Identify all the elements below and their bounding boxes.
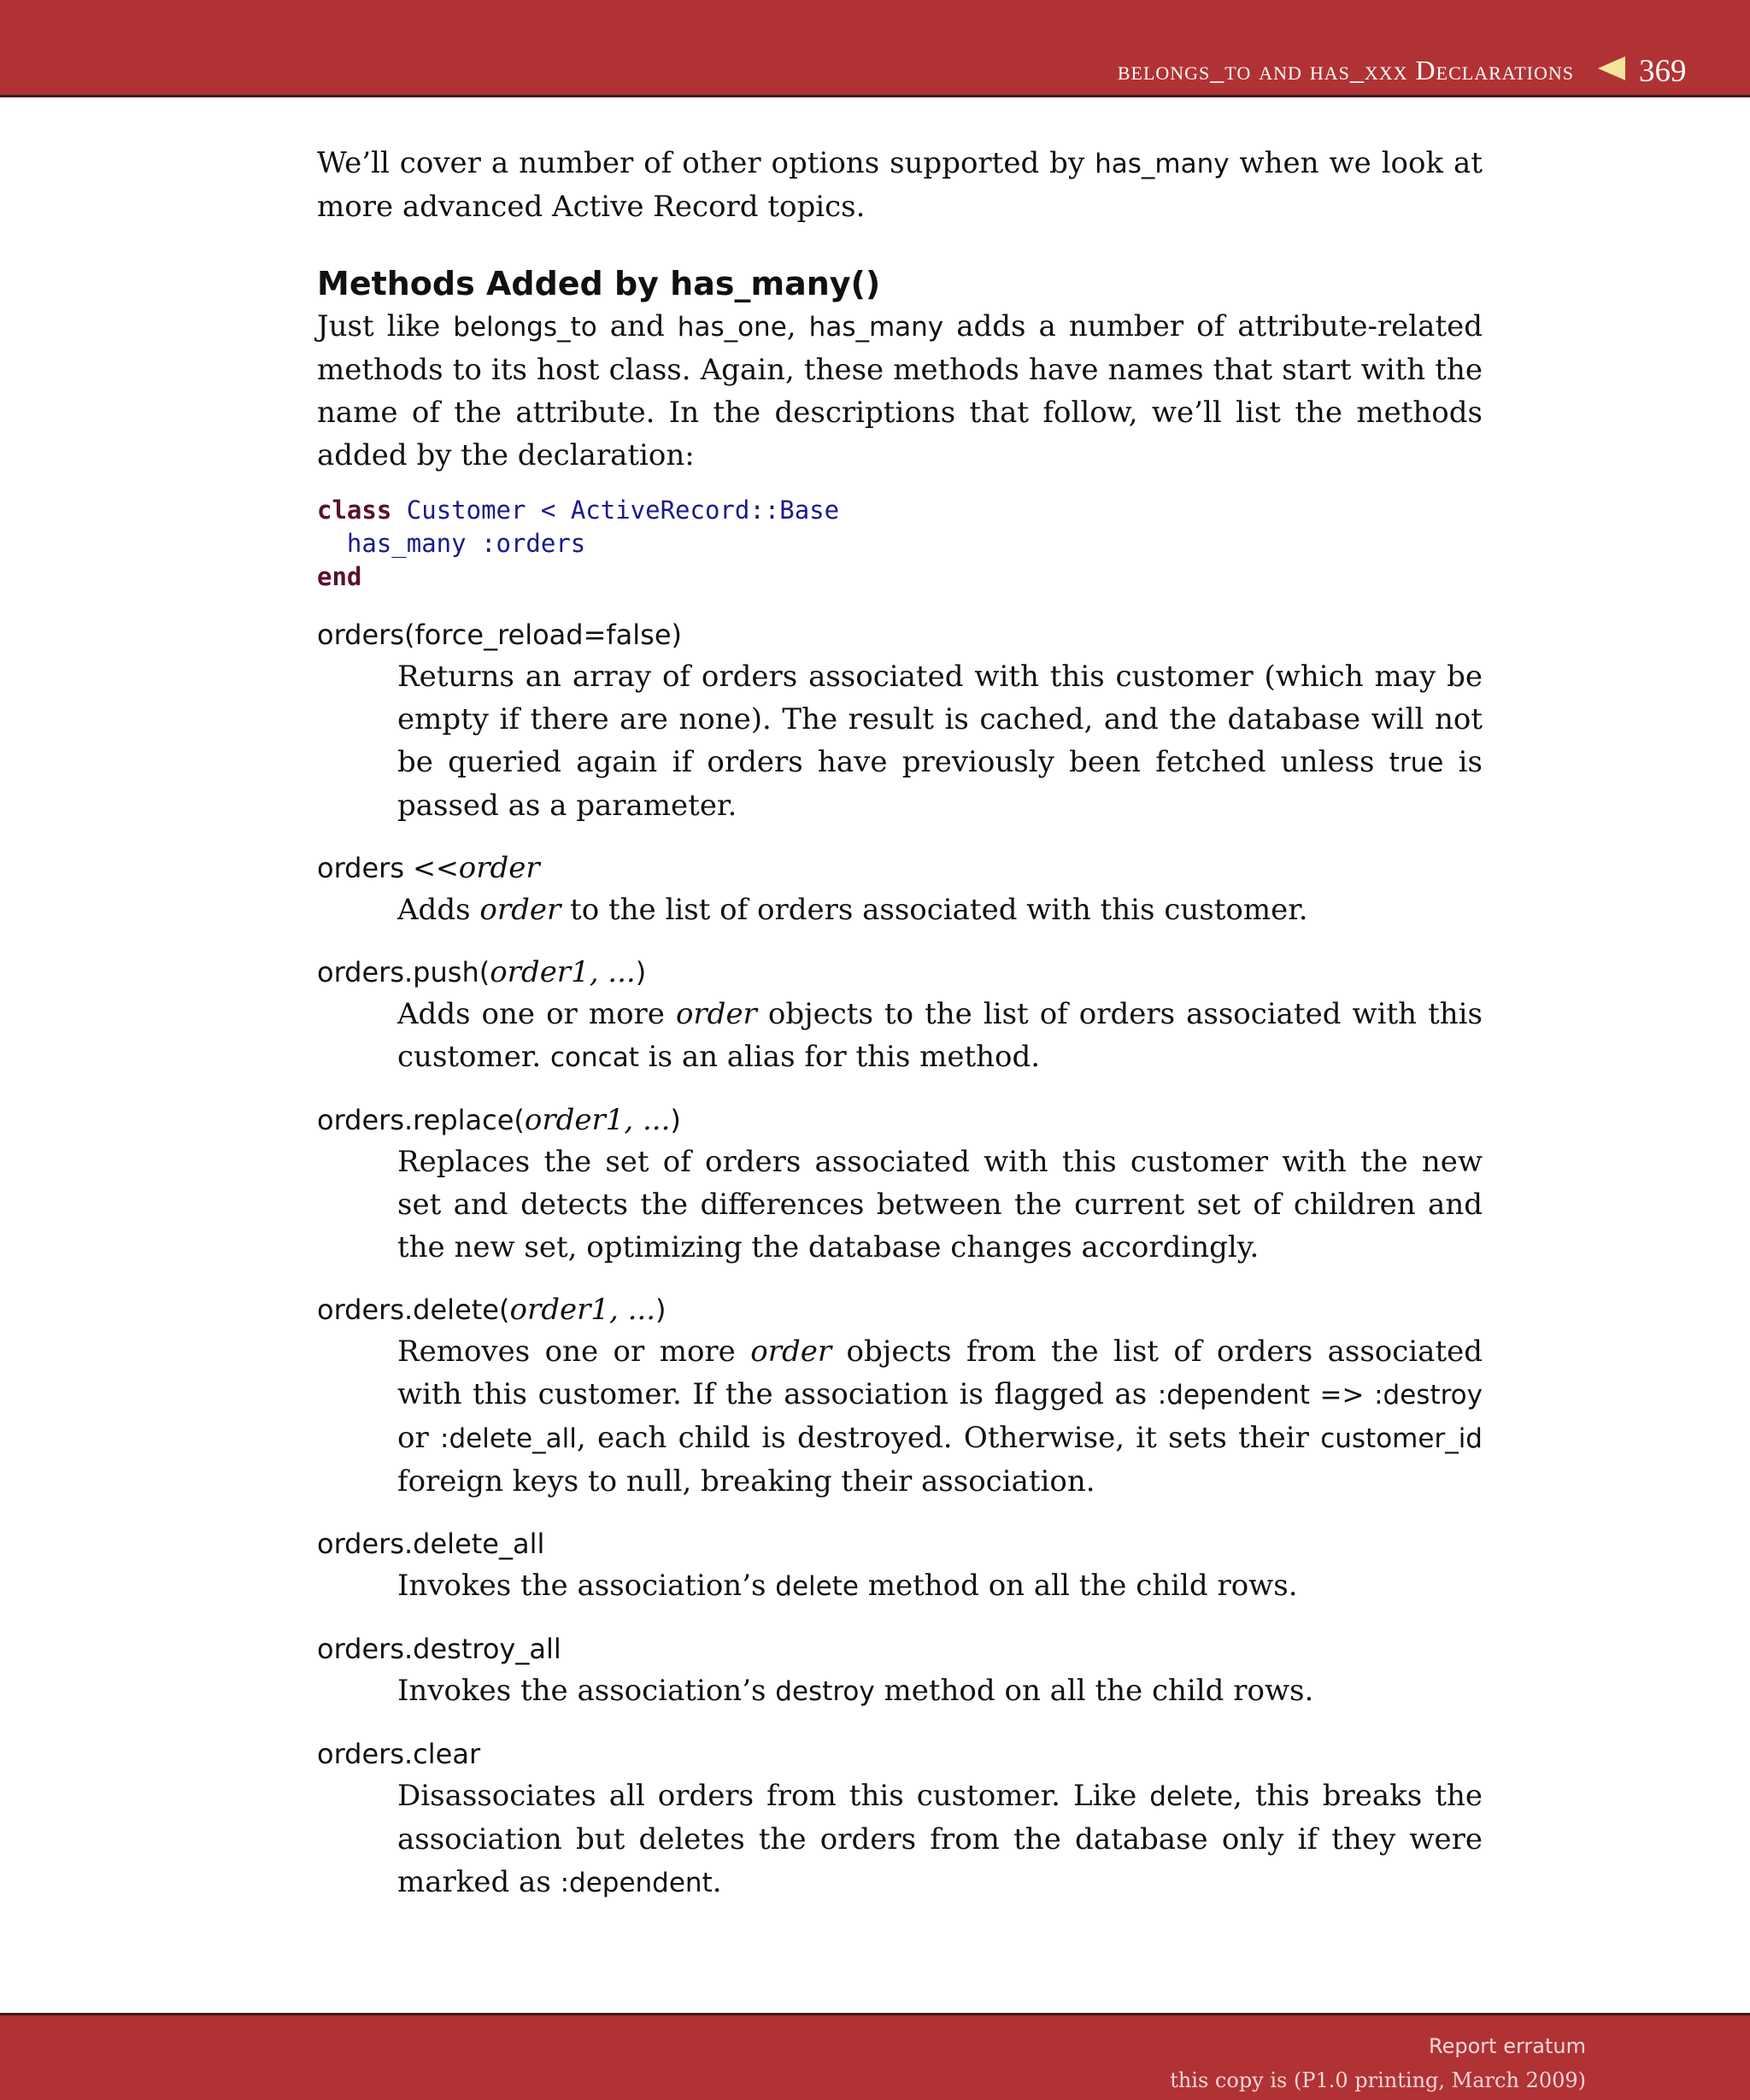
previous-page-arrow-icon[interactable] [1598, 56, 1625, 80]
method-signature: orders.clear [317, 1738, 481, 1770]
method-signature: orders(force_reload=false) [317, 619, 683, 651]
method-description: Adds order to the list of orders associated with this customer. [397, 893, 1308, 927]
method-description: Invokes the association’s destroy method on all the child rows. [397, 1674, 1314, 1708]
method-description: Adds one or more order objects to the list of orders associated with this customer. concat is an alias for this method. [397, 997, 1483, 1074]
page-number: 369 [1639, 54, 1687, 89]
intro-paragraph: We’ll cover a number of other options supported by has_many when we look at more advanced Active Record topics. [317, 146, 1483, 224]
method-description: Removes one or more order objects from the list of orders associated with this customer. If the association is flagged as :dependent => :destroy or :delete_all, each child is destroyed. Otherwise, it sets their customer_id foreign keys to null, breaking their association. [397, 1334, 1483, 1499]
method-signature: orders.delete(order1, ...) [317, 1293, 667, 1327]
section-paragraph: Just like belongs_to and has_one, has_many adds a number of attribute-related methods to its host class. Again, these methods have names that start with the name of the attribute. In the descriptions that follow, we’ll list the methods added by the declaration: [317, 309, 1483, 472]
method-signature: orders.delete_all [317, 1528, 545, 1560]
report-erratum-link[interactable]: Report erratum [1429, 2034, 1586, 2058]
method-signature: orders.push(order1, ...) [317, 955, 647, 989]
method-description: Disassociates all orders from this customer. Like delete, this breaks the association but deletes the orders from the database only if they were marked as :dependent. [397, 1779, 1483, 1899]
method-signature: orders <<order [317, 851, 540, 885]
method-signature: orders.destroy_all [317, 1633, 561, 1665]
footer-bar [0, 2013, 1750, 2100]
method-signature: orders.replace(order1, ...) [317, 1103, 681, 1137]
method-description: Replaces the set of orders associated with this customer with the new set and detects the differences between the current set of children and the new set, optimizing the database changes accordingly. [397, 1145, 1483, 1264]
method-description: Invokes the association’s delete method on all the child rows. [397, 1569, 1298, 1603]
code-listing: class Customer < ActiveRecord::Base has_many :orders end [317, 496, 840, 591]
page-content [317, 142, 1483, 1904]
copy-notice: this copy is (P1.0 printing, March 2009) [1170, 2068, 1586, 2092]
section-heading: Methods Added by has_many() [317, 265, 881, 302]
method-description: Returns an array of orders associated with this customer (which may be empty if there are none). The result is cached, and the database will not be queried again if orders have previously been fetched unless true is passed as a parameter. [397, 660, 1483, 823]
header-bar [0, 0, 1750, 97]
running-header-title: belongs_to and has_xxx Declarations [1117, 55, 1574, 85]
